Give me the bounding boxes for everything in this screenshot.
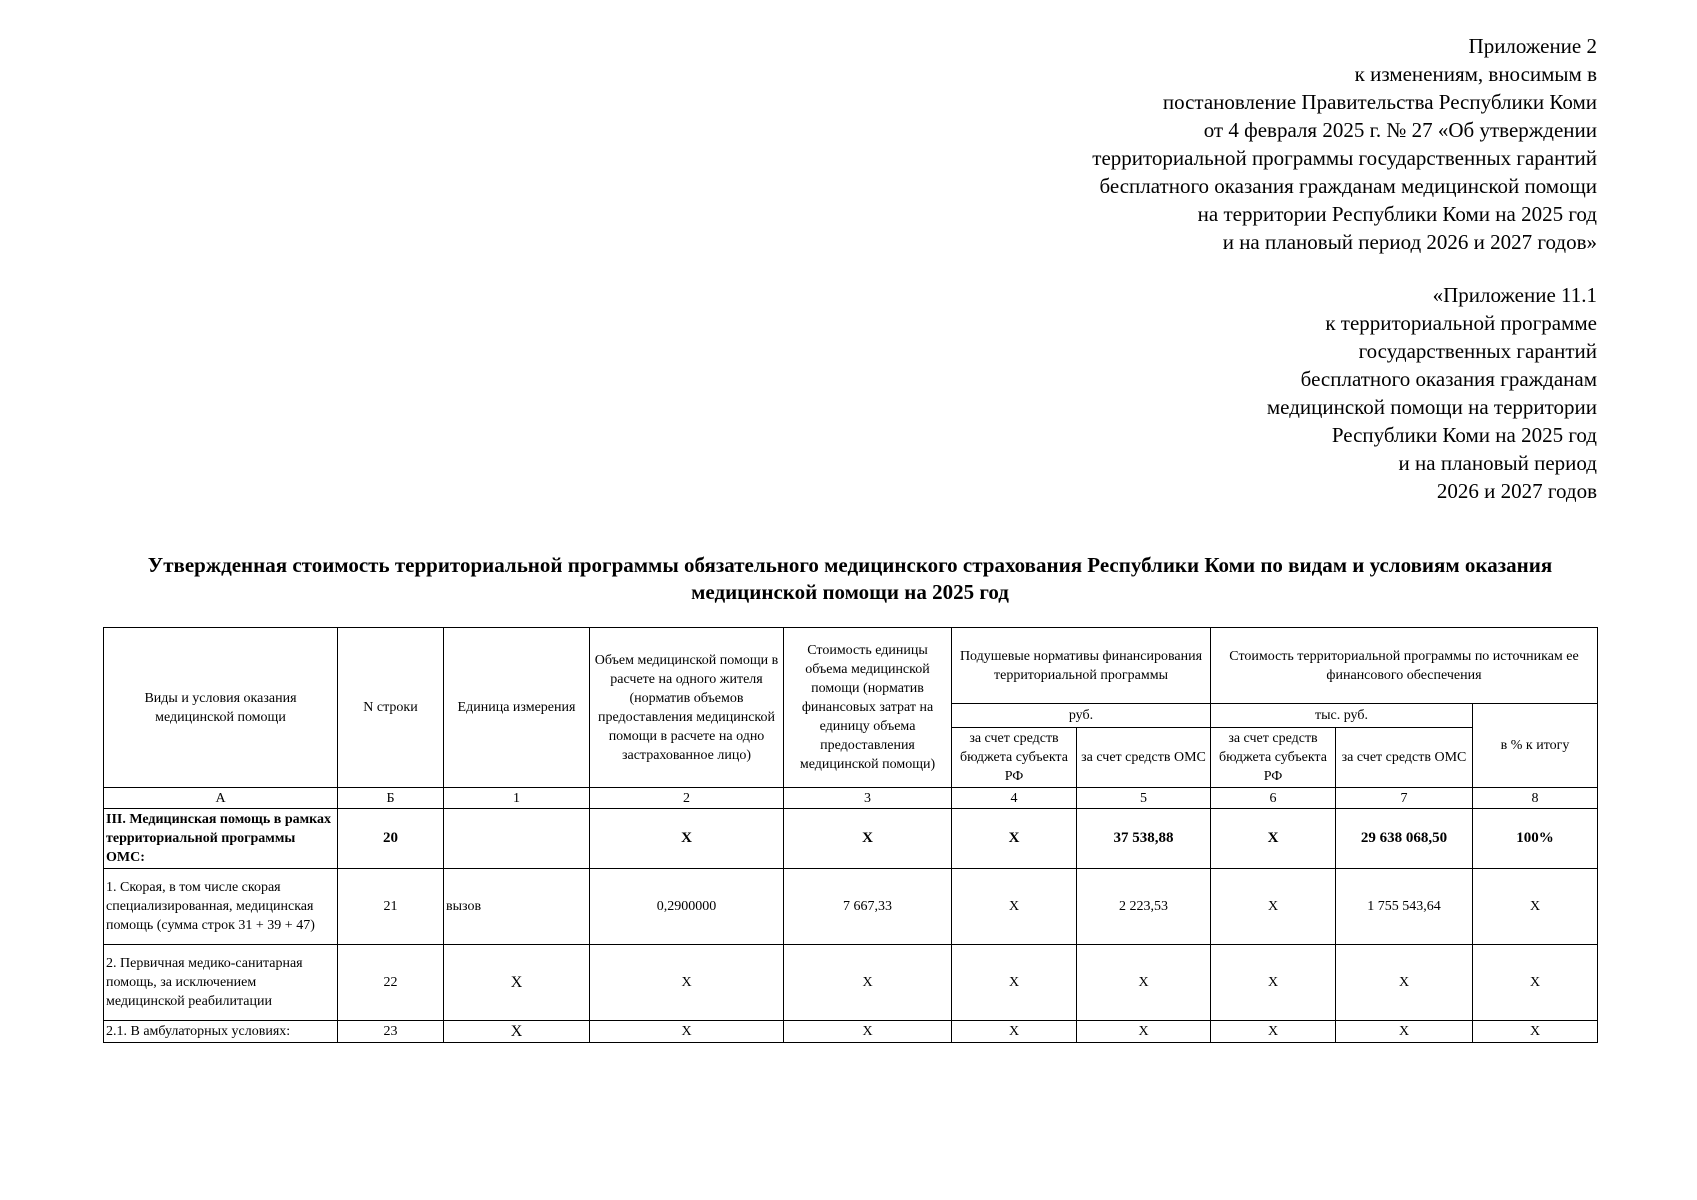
cell-unit: вызов	[444, 869, 590, 945]
cell-kind: 2.1. В амбулаторных условиях:	[104, 1021, 338, 1043]
cost-table	[103, 627, 1598, 1043]
cell-budget-rub: X	[952, 945, 1077, 1021]
appendix-line: «Приложение 11.1	[1432, 283, 1597, 307]
cell-oms-rub: 37 538,88	[1077, 809, 1211, 869]
header-volume: Объем медицинской помощи в расчете на одного жителя (норматив объемов предоставления медицинской помощи в расчете на одно застрахованное лицо)	[590, 628, 784, 788]
header-thous-rub: тыс. руб.	[1211, 704, 1473, 728]
appendix-line: бесплатного оказания гражданам	[1300, 367, 1597, 391]
table-row	[104, 869, 1598, 945]
header-row-number: N строки	[338, 628, 444, 788]
appendix-line: Приложение 2	[1468, 34, 1597, 58]
cell-budget-rub: X	[952, 809, 1077, 869]
header-oms-thous: за счет средств ОМС	[1336, 728, 1473, 788]
cell-percent: X	[1473, 1021, 1598, 1043]
cell-unit: X	[444, 1021, 590, 1043]
header-program-cost: Стоимость территориальной программы по источникам ее финансового обеспечения	[1211, 628, 1598, 704]
document-title-line: Утвержденная стоимость территориальной программы обязательного медицинского страхования Республики Коми по видам и условиям оказания	[147, 553, 1553, 577]
cell-row-number: 22	[338, 945, 444, 1021]
appendix-line: на территории Республики Коми на 2025 год	[1197, 202, 1597, 226]
header-unit: Единица измерения	[444, 628, 590, 788]
appendix-line: и на плановый период 2026 и 2027 годов»	[1222, 230, 1597, 254]
appendix-line: медицинской помощи на территории	[1266, 395, 1597, 419]
appendix-line: территориальной программы государственных гарантий	[1092, 146, 1597, 170]
appendix-line: постановление Правительства Республики Коми	[1162, 90, 1597, 114]
table-row	[104, 809, 1598, 869]
cell-volume: X	[590, 945, 784, 1021]
cell-percent: X	[1473, 869, 1598, 945]
col-letter: 8	[1473, 788, 1598, 809]
cell-percent: X	[1473, 945, 1598, 1021]
header-percent: в % к итогу	[1473, 704, 1598, 788]
cell-oms-rub: 2 223,53	[1077, 869, 1211, 945]
cell-row-number: 23	[338, 1021, 444, 1043]
cell-oms-thous: X	[1336, 1021, 1473, 1043]
cell-budget-thous: X	[1211, 945, 1336, 1021]
header-per-capita: Подушевые нормативы финансирования территориальной программы	[952, 628, 1211, 704]
cell-unit	[444, 809, 590, 869]
document-title	[100, 552, 1600, 606]
table-row	[104, 1021, 1598, 1043]
col-letter: Б	[338, 788, 444, 809]
cell-kind: III. Медицинская помощь в рамках территориальной программы ОМС:	[104, 809, 338, 869]
appendix-line: и на плановый период	[1398, 451, 1597, 475]
appendix-sub	[1267, 281, 1597, 505]
header-rub: руб.	[952, 704, 1211, 728]
cell-oms-rub: X	[1077, 945, 1211, 1021]
col-letter: А	[104, 788, 338, 809]
cell-unit-cost: X	[784, 809, 952, 869]
col-letter: 4	[952, 788, 1077, 809]
col-letter: 3	[784, 788, 952, 809]
cell-unit-cost: 7 667,33	[784, 869, 952, 945]
cell-oms-rub: X	[1077, 1021, 1211, 1043]
col-letter: 1	[444, 788, 590, 809]
appendix-line: государственных гарантий	[1358, 339, 1597, 363]
cell-budget-rub: X	[952, 869, 1077, 945]
col-letter: 7	[1336, 788, 1473, 809]
cell-unit-cost: X	[784, 945, 952, 1021]
col-letter: 2	[590, 788, 784, 809]
cell-kind: 1. Скорая, в том числе скорая специализированная, медицинская помощь (сумма строк 31 + 39 + 47)	[104, 869, 338, 945]
appendix-line: Республики Коми на 2025 год	[1331, 423, 1597, 447]
cell-unit: X	[444, 945, 590, 1021]
header-oms-rub: за счет средств ОМС	[1077, 728, 1211, 788]
cell-volume: X	[590, 1021, 784, 1043]
header-budget-thous: за счет средств бюджета субъекта РФ	[1211, 728, 1336, 788]
cell-volume: X	[590, 809, 784, 869]
cell-volume: 0,2900000	[590, 869, 784, 945]
cell-oms-thous: X	[1336, 945, 1473, 1021]
cell-budget-thous: X	[1211, 869, 1336, 945]
appendix-header	[1092, 32, 1597, 256]
header-kinds: Виды и условия оказания медицинской помощи	[104, 628, 338, 788]
cell-kind: 2. Первичная медико-санитарная помощь, за исключением медицинской реабилитации	[104, 945, 338, 1021]
col-letter: 6	[1211, 788, 1336, 809]
cell-budget-thous: X	[1211, 809, 1336, 869]
appendix-line: бесплатного оказания гражданам медицинской помощи	[1099, 174, 1597, 198]
appendix-line: от 4 февраля 2025 г. № 27 «Об утверждении	[1203, 118, 1597, 142]
document-title-line: медицинской помощи на 2025 год	[691, 580, 1009, 604]
appendix-line: 2026 и 2027 годов	[1436, 479, 1597, 503]
header-budget-rub: за счет средств бюджета субъекта РФ	[952, 728, 1077, 788]
table-row	[104, 945, 1598, 1021]
cell-unit-cost: X	[784, 1021, 952, 1043]
cell-percent: 100%	[1473, 809, 1598, 869]
cell-oms-thous: 1 755 543,64	[1336, 869, 1473, 945]
appendix-line: к изменениям, вносимым в	[1354, 62, 1597, 86]
appendix-line: к территориальной программе	[1325, 311, 1597, 335]
col-letter: 5	[1077, 788, 1211, 809]
header-unit-cost: Стоимость единицы объема медицинской помощи (норматив финансовых затрат на единицу объема предоставления медицинской помощи)	[784, 628, 952, 788]
cell-row-number: 21	[338, 869, 444, 945]
cell-budget-thous: X	[1211, 1021, 1336, 1043]
cell-oms-thous: 29 638 068,50	[1336, 809, 1473, 869]
cell-budget-rub: X	[952, 1021, 1077, 1043]
cell-row-number: 20	[338, 809, 444, 869]
